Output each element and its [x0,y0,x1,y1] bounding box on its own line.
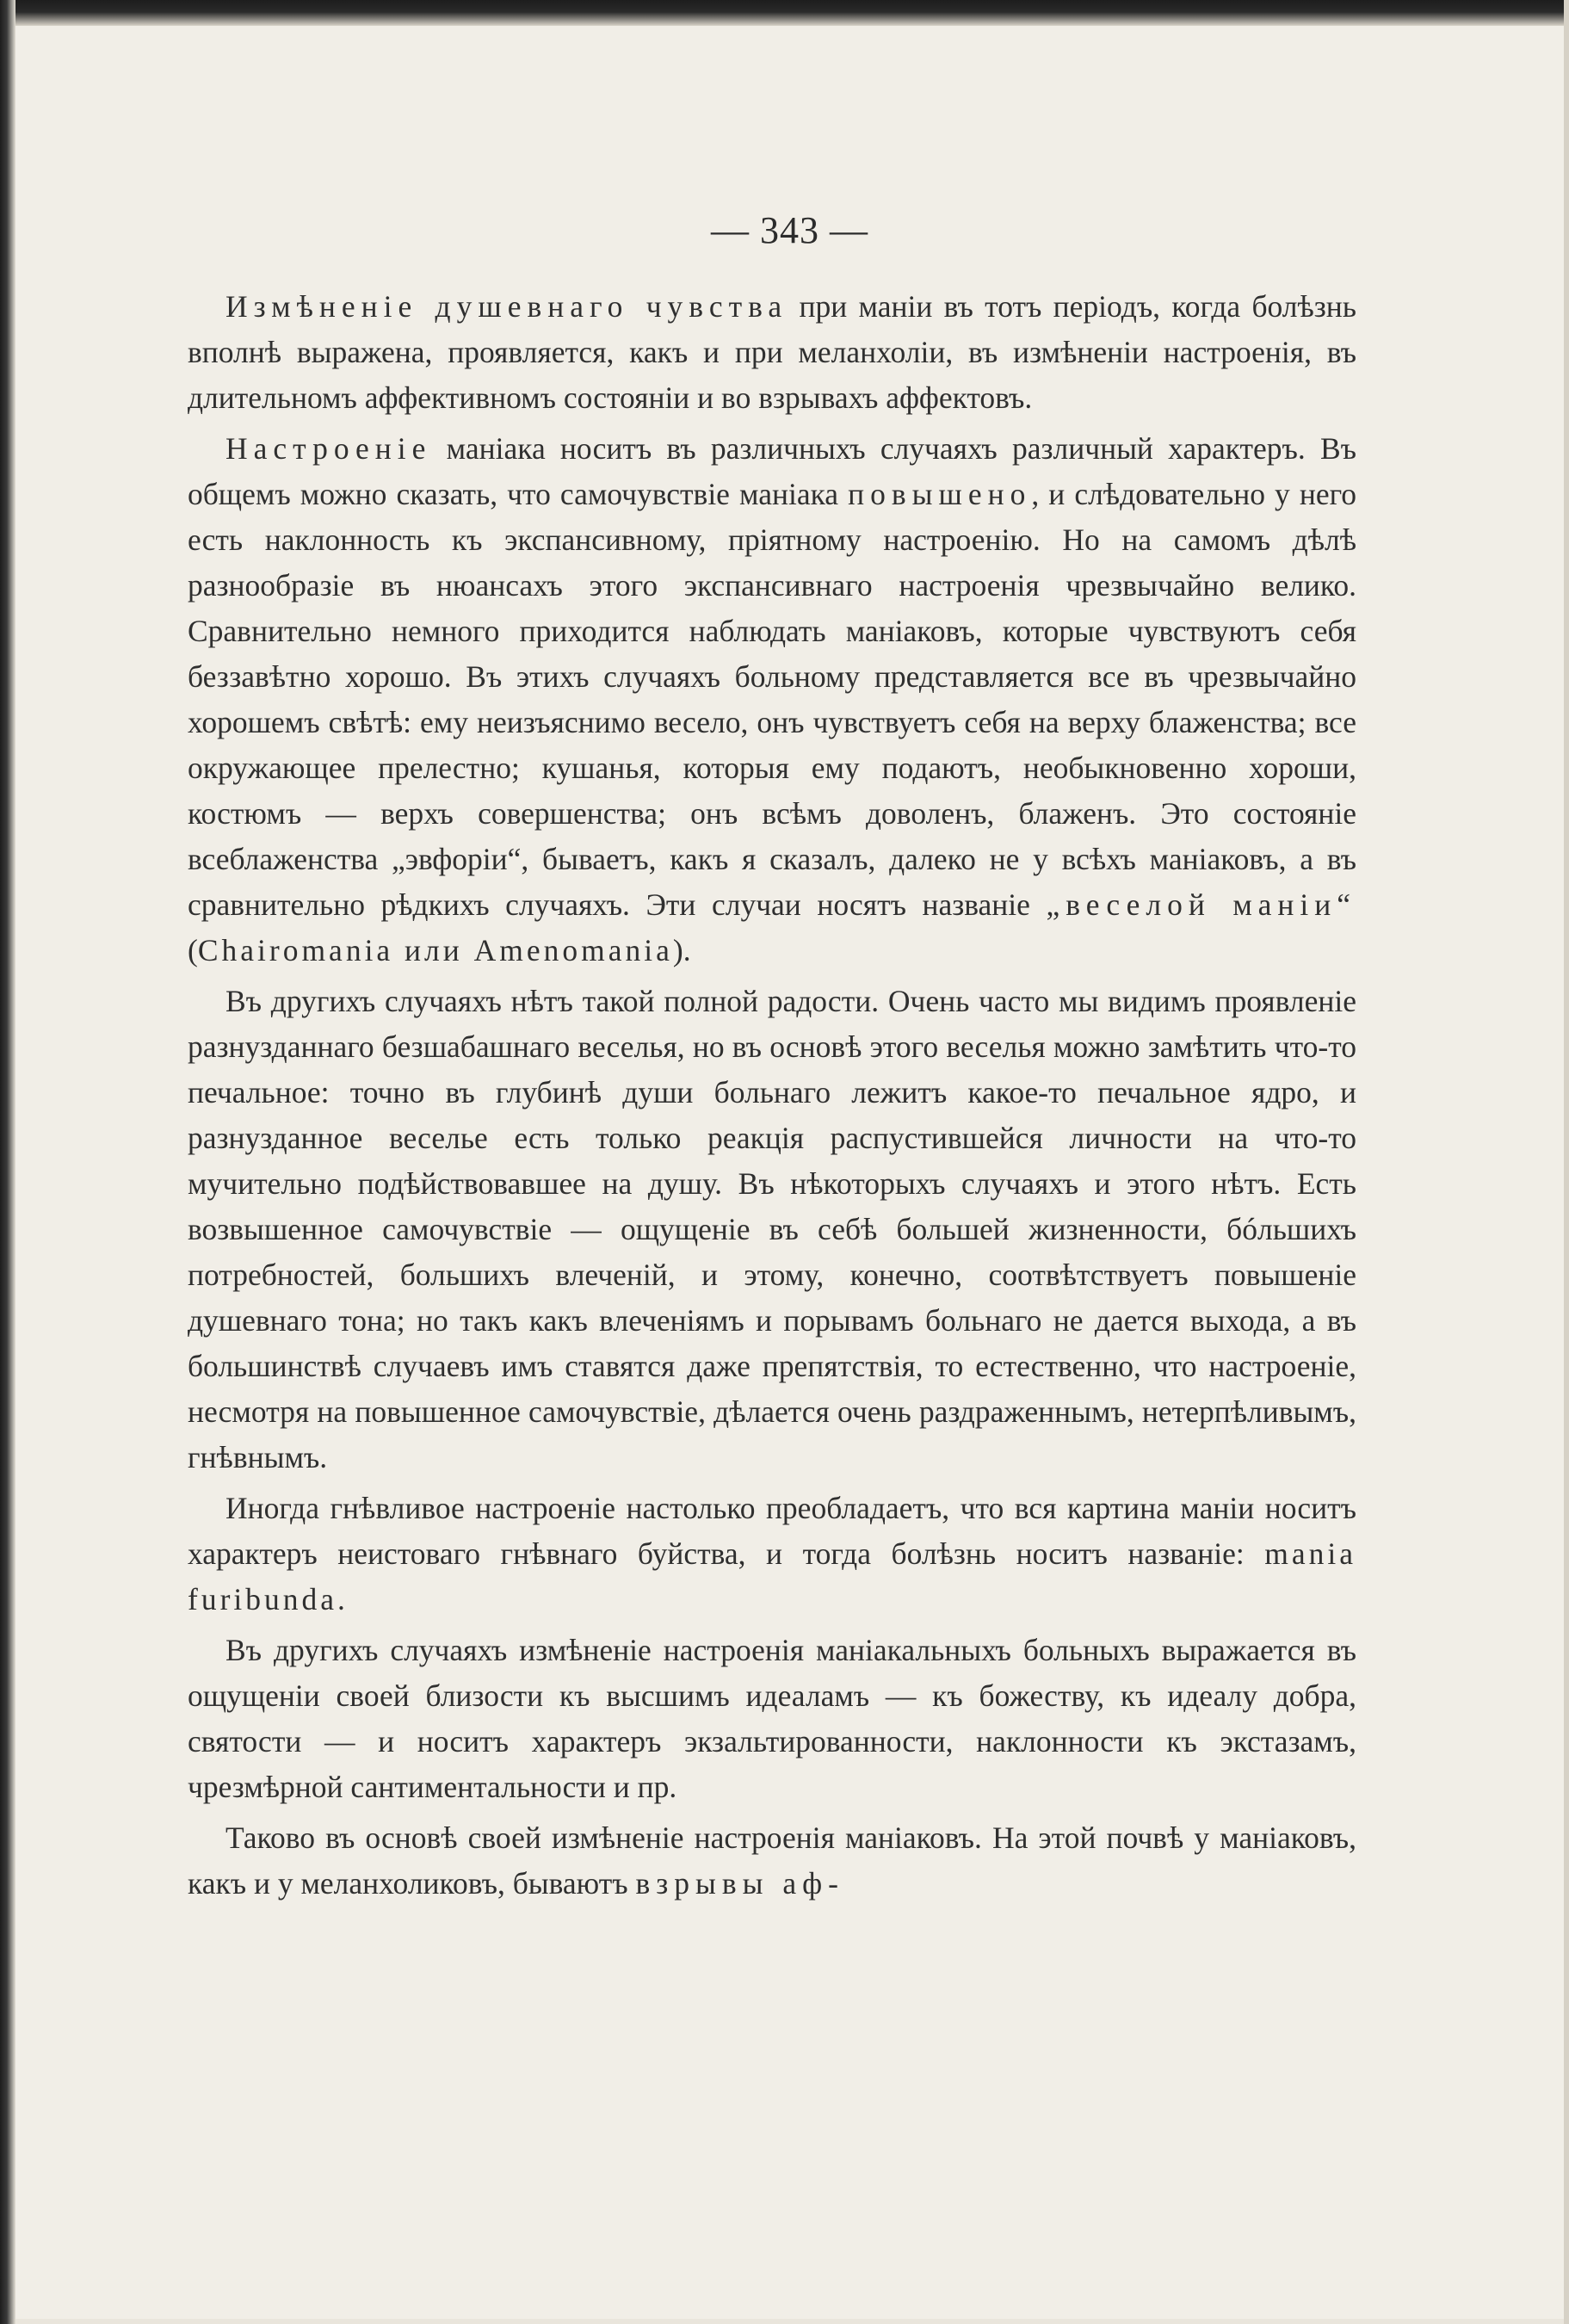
scan-top-edge [0,0,1569,26]
spaced-phrase: повышено [848,477,1032,511]
paragraph-3 [188,979,1356,1480]
text-run: Иногда гнѣвливое настроеніе настолько преобладаетъ, что вся картина маніи носитъ характеръ неистоваго гнѣвнаго буйства, и тогда болѣзнь носитъ названіе: [188,1491,1356,1571]
text-run: . [337,1582,345,1616]
text-run: Таково въ основѣ своей измѣненіе настроенія маніаковъ. На этой почвѣ у маніаковъ, какъ и у меланхоликовъ, бываютъ [188,1820,1356,1901]
book-page [15,26,1564,2319]
text-run: при маніи въ тотъ періодъ, когда болѣзнь вполнѣ выражена, проявляется, какъ и при меланхоліи, въ измѣненіи настроенія, въ длительномъ аффективномъ состояніи и во взрывахъ аффектовъ. [188,289,1356,415]
text-run: Въ другихъ случаяхъ нѣтъ такой полной радости. Очень часто мы видимъ проявленіе разнузданнаго безшабашнаго веселья, но въ основѣ этого веселья можно замѣтить что-то печальное: точно въ глубинѣ души больнаго лежитъ какое-то печальное ядро, и разнузданное веселье есть только реакція распустившейся личности на что-то мучительно подѣйствовавшее на душу. Въ нѣкоторыхъ случаяхъ и этого нѣтъ. Есть возвышенное самочувствіе — ощущеніе въ себѣ большей жизненности, бóльшихъ потребностей, большихъ влеченій, и этому, конечно, соотвѣтствуетъ повышеніе душевнаго тона; но такъ какъ влеченіямъ и порывамъ больнаго не дается выхода, а въ большинствѣ случаевъ имъ ставятся даже препятствія, то естественно, что настроеніе, несмотря на повышенное самочувствіе, дѣлается очень раздраженнымъ, нетерпѣливымъ, гнѣвнымъ. [188,984,1356,1474]
spaced-phrase: взрывы аф- [635,1866,844,1901]
spaced-phrase: Измѣненіе душевнаго чувства [225,289,788,324]
scan-left-edge [0,0,15,2324]
paragraph-1 [188,284,1356,421]
latin-term: Chairomania или Amenomania [197,933,673,967]
text-run: ( [188,933,198,967]
spaced-phrase: „веселой маніи“ [1046,887,1356,922]
paragraph-6 [188,1815,1356,1907]
paragraph-4 [188,1486,1356,1622]
latin-term: mania furibunda [188,1536,1356,1616]
text-run: Въ другихъ случаяхъ измѣненіе настроенія маніакальныхъ больныхъ выражается въ ощущеніи своей близости къ высшимъ идеаламъ — къ божеству, къ идеалу добра, святости — и носитъ характеръ экзальтированности, наклонности къ экстазамъ, чрезмѣрной сантиментальности и пр. [188,1633,1356,1804]
paragraph-2 [188,426,1356,973]
scan-right-edge [1564,0,1569,2324]
page-number: — 343 — [711,209,868,251]
text-run: ). [672,933,691,967]
body-text [188,284,1356,1912]
text-run: , и слѣдовательно у него есть наклонность къ экспансивному, пріятному настроенію. Но на самомъ дѣлѣ разнообразіе въ нюансахъ этого экспансивнаго настроенія чрезвычайно велико. Сравнительно немного приходится наблюдать маніаковъ, которые чувствуютъ себя беззавѣтно хорошо. Въ этихъ случаяхъ больному представляется все въ чрезвычайно хорошемъ свѣтѣ: ему неизъяснимо весело, онъ чувствуетъ себя на верху блаженства; все окружающее прелестно; кушанья, которыя ему подаютъ, необыкновенно хороши, костюмъ — верхъ совершенства; онъ всѣмъ доволенъ, блаженъ. Это состояніе всеблаженства „эвфоріи“, бываетъ, какъ я сказалъ, далеко не у всѣхъ маніаковъ, а въ сравнительно рѣдкихъ случаяхъ. Эти случаи носятъ названіе [188,477,1357,922]
paragraph-5 [188,1628,1356,1810]
spaced-phrase: Настроеніе [225,431,432,466]
text-run: маніака носитъ въ различныхъ случаяхъ различный характеръ. Въ общемъ можно сказать, что самочувствіе маніака [188,431,1356,511]
